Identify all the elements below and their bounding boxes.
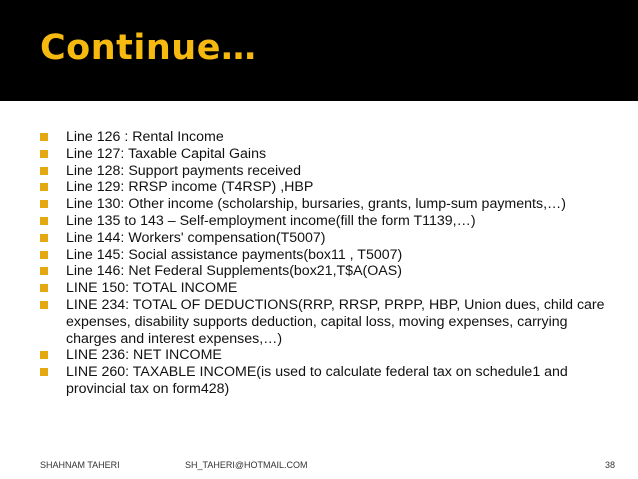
- bullet-text: Line 128: Support payments received: [66, 162, 302, 179]
- bullet-text: LINE 150: TOTAL INCOME: [66, 280, 238, 297]
- bullet-item: [40, 364, 620, 398]
- bullet-item: [40, 179, 620, 196]
- bullet-item: [40, 129, 620, 146]
- square-bullet-icon: [40, 217, 48, 225]
- square-bullet-icon: [40, 284, 48, 292]
- square-bullet-icon: [40, 167, 48, 175]
- bullet-text: LINE 236: NET INCOME: [66, 347, 222, 364]
- bullet-text: Line 130: Other income (scholarship, bursaries, grants, lump-sum payments,…): [66, 196, 566, 213]
- bullet-item: [40, 297, 620, 347]
- square-bullet-icon: [40, 251, 48, 259]
- bullet-text: LINE 260: TAXABLE INCOME(is used to calculate federal tax on schedule1 and provincial tax on form428): [66, 364, 568, 397]
- bullet-item: [40, 196, 620, 213]
- bullet-text: Line 126 : Rental Income: [66, 129, 224, 145]
- bullet-text: Line 146: Net Federal Supplements(box21,T$A(OAS): [66, 263, 402, 280]
- square-bullet-icon: [40, 183, 48, 191]
- bullet-text: Line 145: Social assistance payments(box11 , T5007): [66, 246, 403, 263]
- square-bullet-icon: [40, 133, 48, 141]
- square-bullet-icon: [40, 200, 48, 208]
- footer-author: SHAHNAM TAHERI: [40, 460, 120, 470]
- square-bullet-icon: [40, 234, 48, 242]
- title-bar: [0, 0, 638, 101]
- bullet-item: [40, 146, 620, 163]
- bullet-item: [40, 230, 620, 247]
- square-bullet-icon: [40, 267, 48, 275]
- bullet-text: Line 129: RRSP income (T4RSP) ,HBP: [66, 179, 314, 196]
- bullet-text: Line 144: Workers' compensation(T5007): [66, 229, 326, 246]
- square-bullet-icon: [40, 368, 48, 376]
- page-number: 38: [605, 460, 616, 470]
- square-bullet-icon: [40, 351, 48, 359]
- bullet-list: [40, 129, 620, 398]
- square-bullet-icon: [40, 150, 48, 158]
- bullet-text: Line 135 to 143 – Self-employment income(fill the form T1139,…): [66, 212, 476, 229]
- square-bullet-icon: [40, 301, 48, 309]
- bullet-text: LINE 234: TOTAL OF DEDUCTIONS(RRP, RRSP, PRPP, HBP, Union dues, child care expenses, disability supports deduction, capital loss, moving expenses, carrying charges and interest expenses,…): [66, 296, 605, 347]
- bullet-item: [40, 163, 620, 180]
- footer-email: SH_TAHERI@HOTMAIL.COM: [185, 460, 308, 470]
- bullet-item: [40, 280, 620, 297]
- bullet-item: [40, 213, 620, 230]
- bullet-item: [40, 347, 620, 364]
- bullet-text: Line 127: Taxable Capital Gains: [66, 145, 267, 162]
- bullet-item: [40, 263, 620, 280]
- bullet-item: [40, 247, 620, 264]
- slide-title: Continue…: [40, 28, 257, 68]
